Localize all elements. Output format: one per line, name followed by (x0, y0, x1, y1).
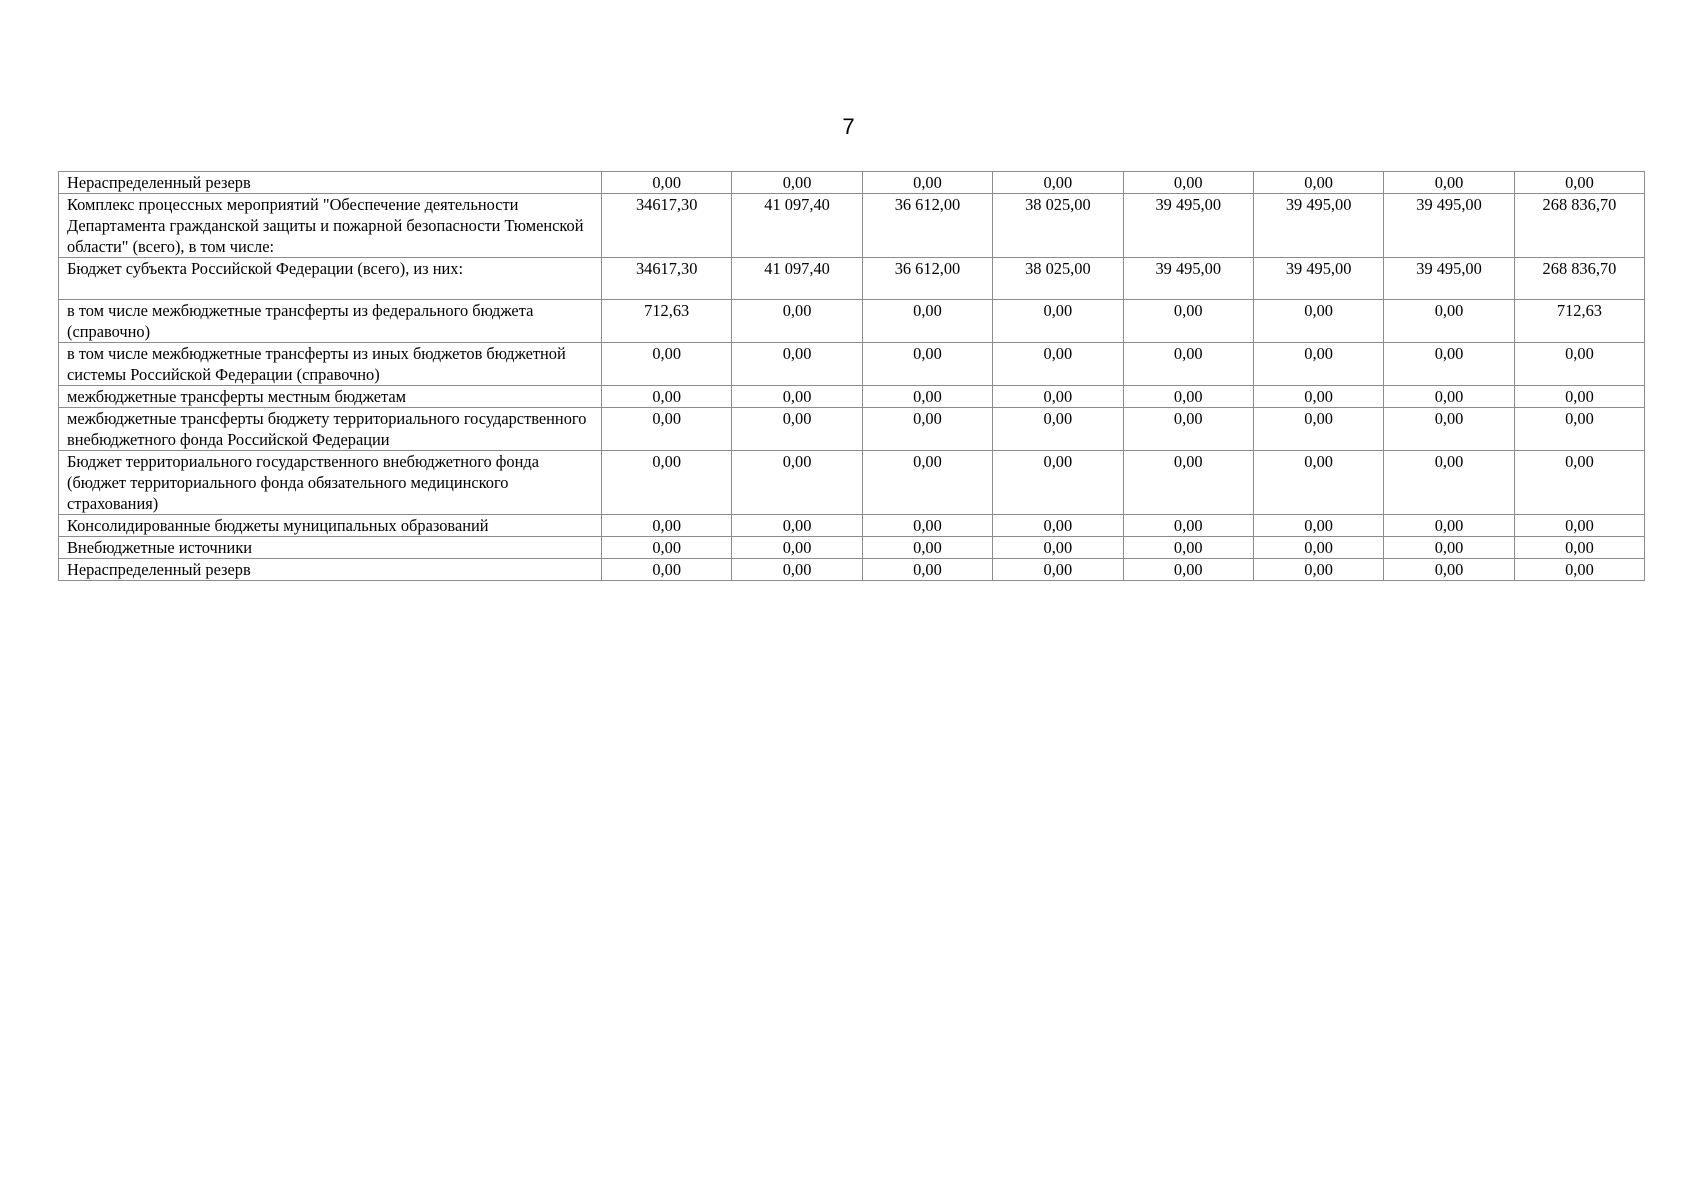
row-label: в том числе межбюджетные трансферты из иных бюджетов бюджетной системы Российской Федерации (справочно) (59, 343, 602, 386)
row-value: 0,00 (993, 559, 1123, 581)
row-label: Бюджет субъекта Российской Федерации (всего), из них: (59, 258, 602, 300)
row-value: 0,00 (1253, 386, 1383, 408)
row-value: 0,00 (862, 537, 992, 559)
row-value: 0,00 (1123, 386, 1253, 408)
table-row (59, 194, 1645, 258)
row-value: 0,00 (1253, 559, 1383, 581)
row-value: 0,00 (1514, 172, 1644, 194)
row-value: 0,00 (1384, 515, 1514, 537)
row-value: 0,00 (1123, 300, 1253, 343)
row-value: 0,00 (993, 343, 1123, 386)
row-value: 0,00 (862, 408, 992, 451)
row-label: межбюджетные трансферты бюджету территориального государственного внебюджетного фонда Российской Федерации (59, 408, 602, 451)
row-value: 0,00 (1253, 537, 1383, 559)
row-label: Нераспределенный резерв (59, 172, 602, 194)
row-value: 0,00 (732, 451, 862, 515)
row-value: 0,00 (1123, 515, 1253, 537)
row-value: 0,00 (602, 172, 732, 194)
page-number: 7 (842, 114, 855, 139)
row-value: 39 495,00 (1384, 258, 1514, 300)
row-value: 0,00 (732, 300, 862, 343)
row-value: 0,00 (1384, 451, 1514, 515)
row-label: Комплекс процессных мероприятий "Обеспечение деятельности Департамента гражданской защиты и пожарной безопасности Тюменской области" (всего), в том числе: (59, 194, 602, 258)
row-value: 34617,30 (602, 194, 732, 258)
row-value: 0,00 (1253, 408, 1383, 451)
row-label: Бюджет территориального государственного внебюджетного фонда (бюджет территориального фонда обязательного медицинского страхования) (59, 451, 602, 515)
row-value: 0,00 (1253, 515, 1383, 537)
row-value: 0,00 (862, 300, 992, 343)
row-value: 268 836,70 (1514, 194, 1644, 258)
row-value: 0,00 (602, 559, 732, 581)
row-value: 0,00 (993, 172, 1123, 194)
row-value: 0,00 (1123, 343, 1253, 386)
row-value: 0,00 (732, 559, 862, 581)
row-value: 0,00 (862, 343, 992, 386)
row-value: 0,00 (732, 515, 862, 537)
row-value: 268 836,70 (1514, 258, 1644, 300)
row-value: 0,00 (1253, 451, 1383, 515)
row-value: 0,00 (862, 172, 992, 194)
row-value: 39 495,00 (1384, 194, 1514, 258)
row-value: 0,00 (862, 386, 992, 408)
table-row (59, 451, 1645, 515)
row-value: 41 097,40 (732, 194, 862, 258)
table-row (59, 258, 1645, 300)
row-value: 0,00 (1514, 559, 1644, 581)
row-value: 38 025,00 (993, 258, 1123, 300)
row-value: 39 495,00 (1123, 258, 1253, 300)
row-value: 0,00 (1514, 386, 1644, 408)
row-value: 0,00 (993, 386, 1123, 408)
row-value: 0,00 (1514, 537, 1644, 559)
row-value: 0,00 (1253, 343, 1383, 386)
row-value: 0,00 (1123, 172, 1253, 194)
row-value: 712,63 (1514, 300, 1644, 343)
row-value: 0,00 (1384, 386, 1514, 408)
row-value: 38 025,00 (993, 194, 1123, 258)
row-value: 39 495,00 (1253, 258, 1383, 300)
budget-table (58, 171, 1645, 581)
row-value: 39 495,00 (1123, 194, 1253, 258)
row-label: Нераспределенный резерв (59, 559, 602, 581)
row-value: 0,00 (732, 343, 862, 386)
row-value: 0,00 (1384, 559, 1514, 581)
row-value: 0,00 (1384, 300, 1514, 343)
budget-table-body (59, 172, 1645, 581)
row-value: 0,00 (1123, 408, 1253, 451)
row-value: 0,00 (1384, 172, 1514, 194)
table-row (59, 172, 1645, 194)
table-row (59, 343, 1645, 386)
row-value: 0,00 (602, 537, 732, 559)
table-row (59, 408, 1645, 451)
row-value: 0,00 (1123, 537, 1253, 559)
row-value: 0,00 (993, 515, 1123, 537)
table-row (59, 537, 1645, 559)
row-value: 0,00 (1514, 451, 1644, 515)
row-value: 0,00 (1514, 408, 1644, 451)
row-value: 0,00 (1384, 343, 1514, 386)
row-value: 0,00 (732, 537, 862, 559)
row-value: 0,00 (1253, 172, 1383, 194)
row-label: межбюджетные трансферты местным бюджетам (59, 386, 602, 408)
row-value: 0,00 (732, 172, 862, 194)
table-row (59, 300, 1645, 343)
table-row (59, 559, 1645, 581)
row-value: 41 097,40 (732, 258, 862, 300)
row-value: 712,63 (602, 300, 732, 343)
row-value: 0,00 (602, 408, 732, 451)
row-label: Консолидированные бюджеты муниципальных образований (59, 515, 602, 537)
row-value: 0,00 (602, 386, 732, 408)
row-value: 0,00 (1514, 515, 1644, 537)
row-value: 36 612,00 (862, 258, 992, 300)
row-label: в том числе межбюджетные трансферты из федерального бюджета (справочно) (59, 300, 602, 343)
row-value: 0,00 (1123, 559, 1253, 581)
row-value: 0,00 (1123, 451, 1253, 515)
row-value: 0,00 (862, 515, 992, 537)
row-value: 0,00 (602, 451, 732, 515)
row-value: 0,00 (862, 451, 992, 515)
row-value: 0,00 (602, 515, 732, 537)
row-value: 36 612,00 (862, 194, 992, 258)
row-label: Внебюджетные источники (59, 537, 602, 559)
row-value: 0,00 (1384, 408, 1514, 451)
table-row (59, 386, 1645, 408)
row-value: 0,00 (1514, 343, 1644, 386)
row-value: 0,00 (732, 408, 862, 451)
row-value: 0,00 (1384, 537, 1514, 559)
row-value: 0,00 (732, 386, 862, 408)
row-value: 0,00 (602, 343, 732, 386)
row-value: 0,00 (993, 408, 1123, 451)
table-row (59, 515, 1645, 537)
row-value: 39 495,00 (1253, 194, 1383, 258)
row-value: 0,00 (993, 451, 1123, 515)
row-value: 0,00 (1253, 300, 1383, 343)
row-value: 0,00 (862, 559, 992, 581)
row-value: 34617,30 (602, 258, 732, 300)
row-value: 0,00 (993, 300, 1123, 343)
row-value: 0,00 (993, 537, 1123, 559)
